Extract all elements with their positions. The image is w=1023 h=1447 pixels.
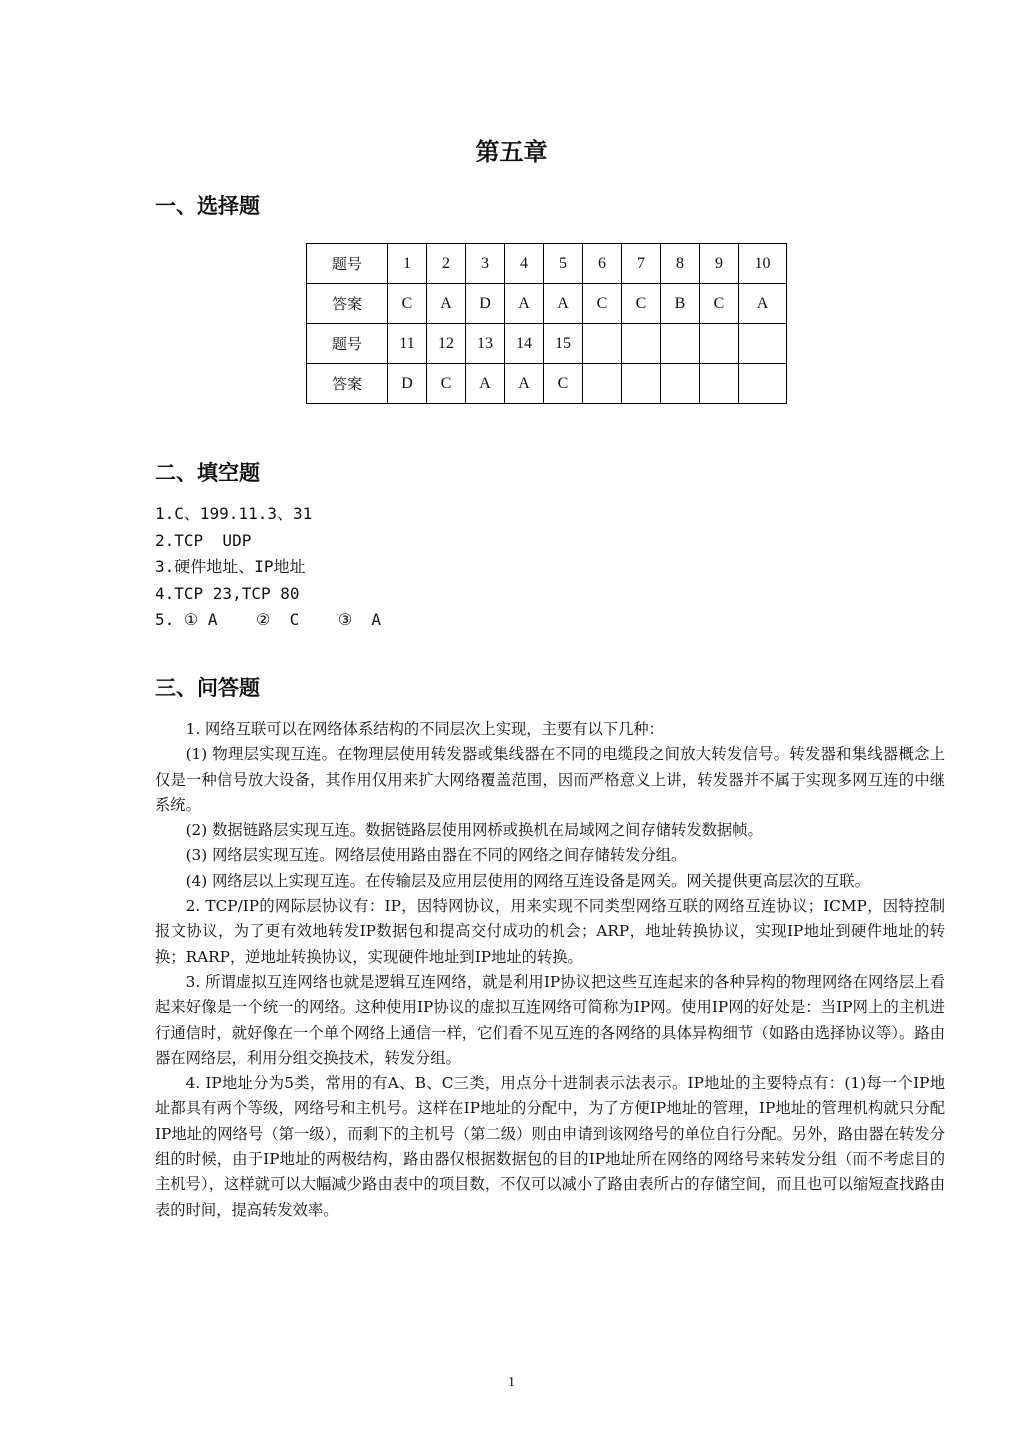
question-number: 6 — [583, 244, 622, 284]
question-number: 3 — [466, 244, 505, 284]
answer-table — [306, 243, 787, 404]
answer-cell: A — [544, 284, 583, 324]
answer-cell: C — [622, 284, 661, 324]
fill-answer-list — [155, 501, 381, 634]
row-label: 答案 — [307, 364, 388, 404]
section-heading-fill: 二、填空题 — [155, 461, 260, 485]
empty-cell — [661, 324, 700, 364]
row-label: 题号 — [307, 244, 388, 284]
question-number: 8 — [661, 244, 700, 284]
qa-paragraph: (2) 数据链路层实现互连。数据链路层使用网桥或换机在局域网之间存储转发数据帧。 — [185, 821, 763, 840]
answer-cell: C — [700, 284, 739, 324]
answer-cell: C — [583, 284, 622, 324]
answer-cell: A — [505, 284, 544, 324]
question-number: 13 — [466, 324, 505, 364]
row-label: 题号 — [307, 324, 388, 364]
table-row — [307, 244, 787, 284]
answer-cell: A — [427, 284, 466, 324]
fill-answer-item: 5. ① A ② C ③ A — [155, 610, 382, 629]
empty-cell — [739, 324, 787, 364]
table-row — [307, 364, 787, 404]
qa-paragraph: (1) 物理层实现互连。在物理层使用转发器或集线器在不同的电缆段之间放大转发信号。转发器和集线器概念上仅是一种信号放大设备，其作用仅用来扩大网络覆盖范围，因而严格意义上讲，转发器并不属于实现多网互连的中继系统。 — [155, 745, 945, 814]
question-number: 1 — [388, 244, 427, 284]
question-number: 5 — [544, 244, 583, 284]
section-heading-qa: 三、问答题 — [155, 676, 260, 700]
answer-cell: D — [466, 284, 505, 324]
answer-cell: C — [544, 364, 583, 404]
question-number: 10 — [739, 244, 787, 284]
answer-cell: C — [388, 284, 427, 324]
answer-cell: A — [466, 364, 505, 404]
qa-paragraph: (4) 网络层以上实现互连。在传输层及应用层使用的网络互连设备是网关。网关提供更高层次的互联。 — [185, 871, 870, 890]
qa-paragraph: 2. TCP/IP的网际层协议有：IP，因特网协议，用来实现不同类型网络互联的网络互连协议；ICMP，因特控制报文协议，为了更有效地转发IP数据包和提高交付成功的机会；ARP，地址转换协议，实现IP地址到硬件地址的转换；RARP，逆地址转换协议，实现硬件地址到IP地址的转换。 — [155, 897, 945, 966]
table-row — [307, 324, 787, 364]
question-number: 14 — [505, 324, 544, 364]
question-number: 2 — [427, 244, 466, 284]
answer-cell: D — [388, 364, 427, 404]
qa-paragraph: 1. 网络互联可以在网络体系结构的不同层次上实现，主要有以下几种： — [185, 720, 664, 738]
answer-cell: B — [661, 284, 700, 324]
question-number: 11 — [388, 324, 427, 364]
qa-paragraph: 4. IP地址分为5类，常用的有A、B、C三类，用点分十进制表示法表示。IP地址的主要特点有：(1)每一个IP地址都具有两个等级，网络号和主机号。这样在IP地址的分配中，为了方便IP地址的管理，IP地址的管理机构就只分配IP地址的网络号（第一级），而剩下的主机号（第二级）则由申请到该网络号的单位自行分配。另外，路由器在转发分组的时候，由于IP地址的两极结构，路由器仅根据数据包的目的IP地址所在网络的网络号来转发分组（而不考虑目的主机号），这样就可以大幅减少路由表中的项目数，不仅可以减小了路由表所占的存储空间，而且也可以缩短查找路由表的时间，提高转发效率。 — [155, 1074, 945, 1219]
empty-cell — [583, 364, 622, 404]
row-label: 答案 — [307, 284, 388, 324]
qa-paragraph: 3. 所谓虚拟互连网络也就是逻辑互连网络，就是利用IP协议把这些互连起来的各种异构的物理网络在网络层上看起来好像是一个统一的网络。这种使用IP协议的虚拟互连网络可简称为IP网。使用IP网的好处是：当IP网上的主机进行通信时，就好像在一个单个网络上通信一样，它们看不见互连的各网络的具体异构细节（如路由选择协议等）。路由器在网络层，利用分组交换技术，转发分组。 — [155, 972, 945, 1067]
section-heading-choice: 一、选择题 — [155, 194, 260, 218]
answer-cell: A — [739, 284, 787, 324]
empty-cell — [739, 364, 787, 404]
qa-body — [155, 717, 945, 1223]
question-number: 12 — [427, 324, 466, 364]
question-number: 9 — [700, 244, 739, 284]
empty-cell — [700, 364, 739, 404]
question-number: 15 — [544, 324, 583, 364]
fill-answer-item: 3.硬件地址、IP地址 — [155, 557, 306, 576]
empty-cell — [622, 364, 661, 404]
empty-cell — [700, 324, 739, 364]
qa-paragraph: (3) 网络层实现互连。网络层使用路由器在不同的网络之间存储转发分组。 — [185, 846, 687, 865]
table-row — [307, 284, 787, 324]
empty-cell — [622, 324, 661, 364]
fill-answer-item: 4.TCP 23,TCP 80 — [155, 583, 300, 603]
page-number: 1 — [508, 1375, 515, 1390]
chapter-title: 第五章 — [475, 138, 548, 166]
fill-answer-item: 2.TCP UDP — [155, 530, 252, 550]
question-number: 4 — [505, 244, 544, 284]
fill-answer-item: 1.C、199.11.3、31 — [155, 504, 313, 523]
answer-cell: A — [505, 364, 544, 404]
question-number: 7 — [622, 244, 661, 284]
empty-cell — [583, 324, 622, 364]
empty-cell — [661, 364, 700, 404]
answer-cell: C — [427, 364, 466, 404]
